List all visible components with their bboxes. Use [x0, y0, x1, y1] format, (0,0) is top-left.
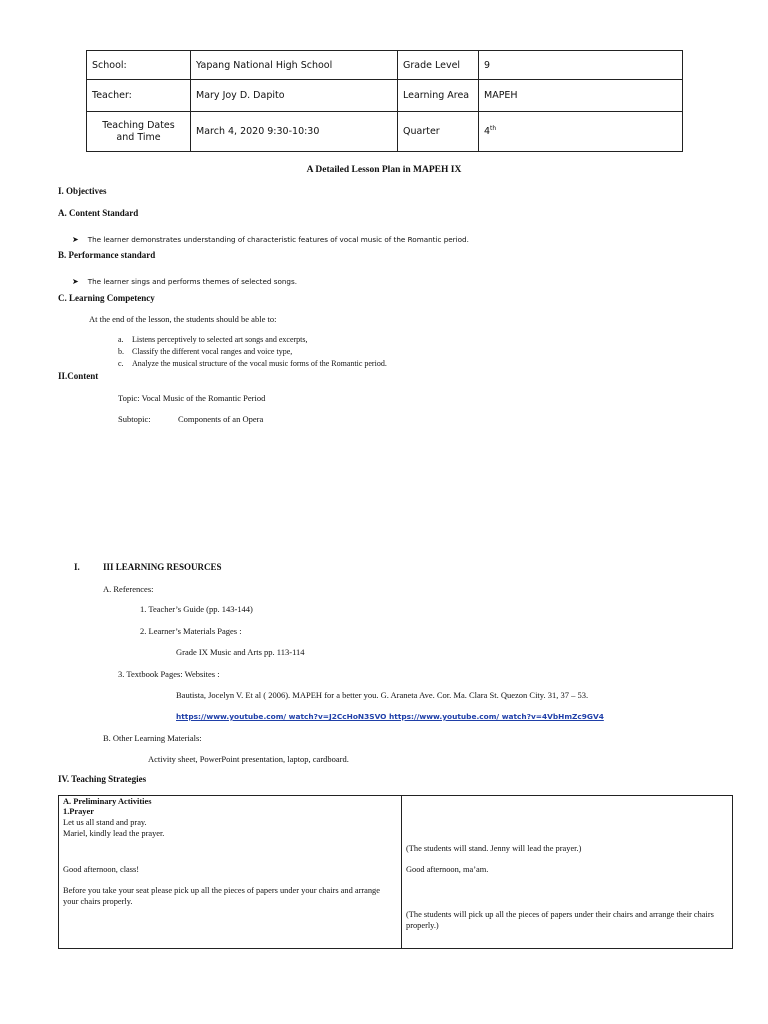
objectives-heading: I. Objectives — [58, 186, 107, 196]
grade-label: Grade Level — [398, 51, 479, 80]
performance-standard-text: The learner sings and performs themes of selected songs. — [87, 277, 298, 286]
reference-item: 2. Learner’s Materials Pages : — [140, 626, 242, 636]
quarter-value: 4th — [479, 112, 683, 152]
teacher-line: Before you take your seat please pick up all the pieces of papers under your chairs and arrange your chairs properly. — [63, 886, 380, 906]
performance-standard-bullet — [72, 271, 297, 289]
grade-value: 9 — [479, 51, 683, 80]
teacher-line: Let us all stand and pray. — [63, 818, 147, 827]
references-label: A. References: — [103, 584, 154, 594]
content-standard-bullet — [72, 229, 469, 247]
quarter-label: Quarter — [398, 112, 479, 152]
dates-label: Teaching Dates and Time — [87, 112, 191, 152]
resources-numeral: I. — [74, 562, 80, 572]
student-activity-cell — [402, 796, 733, 949]
student-line: Good afternoon, ma’am. — [406, 865, 489, 874]
school-value: Yapang National High School — [191, 51, 398, 80]
strategies-heading: IV. Teaching Strategies — [58, 774, 147, 784]
document-title: A Detailed Lesson Plan in MAPEH IX — [306, 165, 462, 175]
youtube-links[interactable]: https://www.youtube.com/ watch?v=J2CcHoN3SVO https://www.youtube.com/ watch?v=4VbHmZc9GV4 — [176, 712, 604, 721]
competency-item: c. Analyze the musical structure of the vocal music forms of the Romantic period. — [118, 359, 387, 368]
lesson-info-table — [86, 50, 683, 152]
dates-value: March 4, 2020 9:30-10:30 — [191, 112, 398, 152]
content-standard-heading: A. Content Standard — [58, 208, 139, 218]
preliminary-heading: A. Preliminary Activities — [63, 797, 152, 806]
subtopic-value: Components of an Opera — [178, 414, 264, 424]
area-value: MAPEH — [479, 80, 683, 112]
reference-detail: Grade IX Music and Arts pp. 113-114 — [176, 647, 305, 657]
competency-item: b. Classify the different vocal ranges and voice type, — [118, 347, 293, 356]
resources-heading: III LEARNING RESOURCES — [103, 562, 222, 572]
school-label: School: — [87, 51, 191, 80]
subtopic-label: Subtopic: — [118, 414, 151, 424]
teacher-value: Mary Joy D. Dapito — [191, 80, 398, 112]
arrow-bullet-icon: ➤ — [72, 277, 79, 286]
teacher-activity-cell — [59, 796, 402, 949]
content-heading: II.Content — [58, 371, 99, 381]
reference-item: 1. Teacher’s Guide (pp. 143-144) — [140, 604, 253, 614]
area-label: Learning Area — [398, 80, 479, 112]
reference-item: 3. Textbook Pages: Websites : — [118, 669, 220, 679]
topic: Topic: Vocal Music of the Romantic Period — [118, 393, 266, 403]
competency-intro: At the end of the lesson, the students should be able to: — [89, 314, 277, 324]
content-standard-text: The learner demonstrates understanding of characteristic features of vocal music of the Romantic period. — [87, 235, 469, 244]
strategies-table — [58, 795, 733, 949]
reference-detail: Bautista, Jocelyn V. Et al ( 2006). MAPEH for a better you. G. Araneta Ave. Cor. Ma. Clara St. Quezon City. 31, 37 – 53. — [176, 690, 589, 700]
performance-standard-heading: B. Performance standard — [58, 250, 156, 260]
student-line: (The students will stand. Jenny will lead the prayer.) — [406, 844, 582, 853]
other-materials-detail: Activity sheet, PowerPoint presentation, laptop, cardboard. — [148, 754, 349, 764]
competency-item: a. Listens perceptively to selected art songs and excerpts, — [118, 335, 308, 344]
teacher-label: Teacher: — [87, 80, 191, 112]
teacher-line: Mariel, kindly lead the prayer. — [63, 829, 165, 838]
prayer-heading: 1.Prayer — [63, 807, 94, 816]
other-materials-label: B. Other Learning Materials: — [103, 733, 202, 743]
competency-heading: C. Learning Competency — [58, 293, 155, 303]
teacher-line: Good afternoon, class! — [63, 865, 140, 874]
arrow-bullet-icon: ➤ — [72, 235, 79, 244]
student-line: (The students will pick up all the pieces of papers under their chairs and arrange their chairs properly.) — [406, 910, 714, 930]
